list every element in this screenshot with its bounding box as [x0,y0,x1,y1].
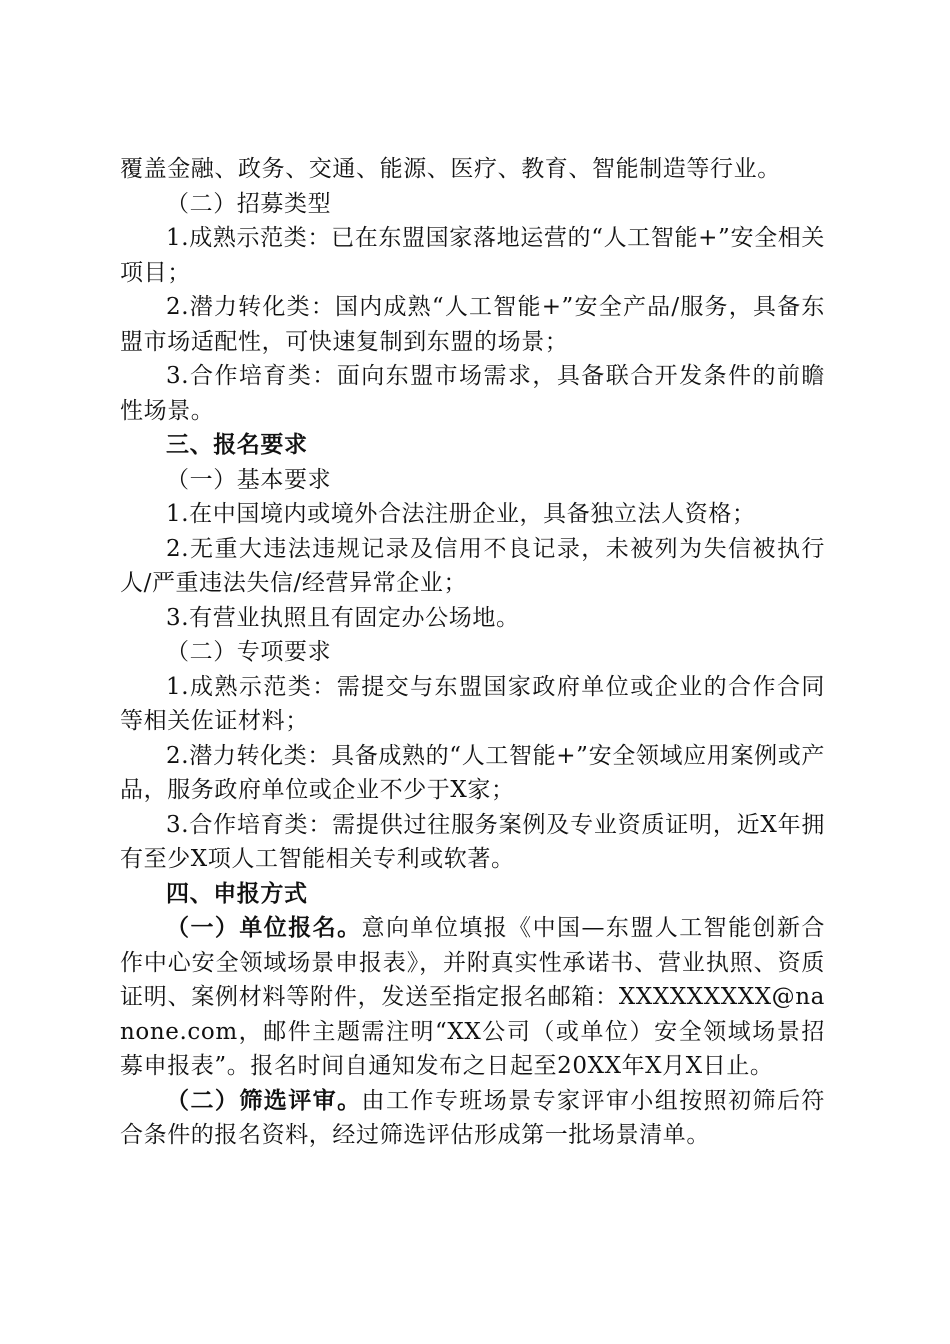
paragraph-special-req-1: 1.成熟示范类：需提交与东盟国家政府单位或企业的合作合同等相关佐证材料； [120,673,825,734]
paragraph-special-req-3: 3.合作培育类：需提供过往服务案例及专业资质证明，近X年拥有至少X项人工智能相关专利或软著。 [120,811,825,872]
paragraph-special-req-2: 2.潜力转化类：具备成熟的“人工智能+”安全领域应用案例或产品，服务政府单位或企业不少于X家； [120,742,825,803]
lead-unit-registration: （一）单位报名。 [166,914,362,941]
paragraph-screening-review [120,1084,825,1153]
heading-application-method: 四、申报方式 [166,880,308,907]
body-screening-review: 由工作专班场景专家评审小组按照初筛后符合条件的报名资料，经过筛选评估形成第一批场景清单。 [120,1087,825,1148]
paragraph-industries: 覆盖金融、政务、交通、能源、医疗、教育、智能制造等行业。 [120,156,781,182]
paragraph-potential-conversion: 2.潜力转化类：国内成熟“人工智能+”安全产品/服务，具备东盟市场适配性，可快速复制到东盟的场景； [120,294,825,355]
paragraph-basic-req-1: 1.在中国境内或境外合法注册企业，具备独立法人资格； [166,501,756,527]
paragraph-basic-req-2: 2.无重大违法违规记录及信用不良记录，未被列为失信被执行人/严重违法失信/经营异常企业； [120,535,825,596]
body-unit-registration: 意向单位填报《中国—东盟人工智能创新合作中心安全领域场景申报表》，并附真实性承诺书、营业执照、资质证明、案例材料等附件，发送至指定报名邮箱：XXXXXXXXX@nanone.com，邮件主题需注明“XX公司（或单位）安全领域场景招募申报表”。报名时间自通知发布之日起至20XX年X月X日止。 [120,915,825,1079]
lead-screening-review: （二）筛选评审。 [166,1086,362,1114]
paragraph-basic-req-3: 3.有营业执照且有固定办公场地。 [166,604,520,631]
subheading-basic-requirements: （一）基本要求 [166,466,332,493]
paragraph-unit-registration [120,911,825,1084]
paragraph-cooperation-incubation: 3.合作培育类：面向东盟市场需求，具备联合开发条件的前瞻性场景。 [120,363,825,424]
subheading-recruitment-type: （二）招募类型 [166,190,332,217]
paragraph-mature-demo: 1.成熟示范类：已在东盟国家落地运营的“人工智能+”安全相关项目； [120,225,825,286]
heading-registration-requirements: 三、报名要求 [166,432,308,458]
document-page [120,152,825,1153]
subheading-special-requirements: （二）专项要求 [166,639,332,665]
